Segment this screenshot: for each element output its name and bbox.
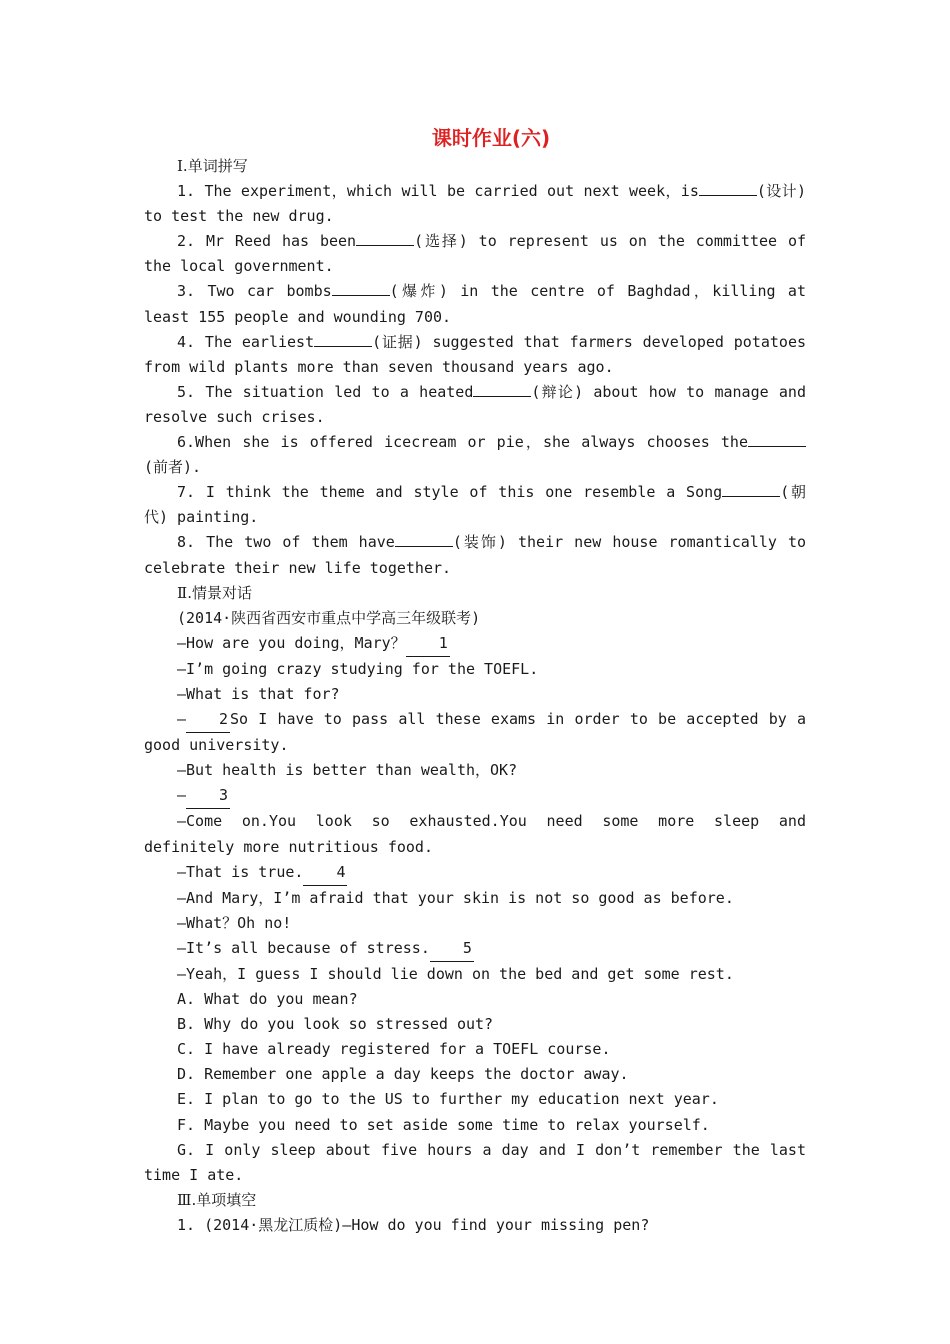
question-item: 1. (2014·黑龙江质检)—How do you find your missing pen? [177,1215,650,1234]
spelling-item-hint: (爆炸) in the centre of Baghdad，killing at least 155 people and wounding 700. [144,282,806,326]
answer-blank[interactable] [395,531,453,547]
dialogue-blank-number[interactable]: 5 [430,936,474,962]
spelling-item-text: 3. Two car bombs [177,282,332,301]
answer-blank[interactable] [314,331,372,347]
dialogue-text: —I’m going crazy studying for the TOEFL. [177,659,539,678]
dialogue-line [144,962,806,987]
dialogue-option: A. What do you mean? [177,990,358,1009]
dialogue-option: F. Maybe you need to set aside some time to relax yourself. [177,1115,710,1134]
spelling-item-hint: (证据) suggested that farmers developed potatoes from wild plants more than seven thousand years ago. [144,332,807,376]
answer-blank[interactable] [473,381,531,397]
dialogue-option: C. I have already registered for a TOEFL course. [177,1040,611,1059]
dialogue-blank-number[interactable]: 2 [186,707,230,733]
dialogue-option: B. Why do you look so stressed out? [177,1015,494,1034]
spelling-item-text: 5. The situation led to a heated [177,382,474,401]
spelling-item [144,480,806,530]
spelling-item-hint: (辩论) about how to manage and resolve such crises. [144,382,806,426]
dialogue-text: — [177,710,187,729]
dialogue-text: —But health is better than wealth，OK? [177,761,518,780]
dialogue-option: E. I plan to go to the US to further my education next year. [177,1090,719,1109]
spelling-item [144,229,806,279]
dialogue-text: —Come on.You look so exhausted.You need some more sleep and definitely more nutritious food. [144,812,806,856]
answer-blank[interactable] [748,431,806,447]
dialogue-text-continued: So I have to pass all these exams in order to be accepted by a good university. [144,710,806,755]
dialogue-line [144,886,806,911]
options-list [144,987,806,1188]
dialogue-list [144,631,806,987]
page-title: 课时作业(六) [431,126,551,150]
spelling-item [144,530,806,580]
spelling-item [144,380,806,430]
dialogue-line [144,682,806,707]
section-heading-multiple-choice: Ⅲ.单项填空 [177,1190,257,1209]
spelling-list [144,179,806,581]
spelling-item-hint: (前者). [144,458,202,477]
dialogue-blank-number[interactable]: 1 [406,631,450,657]
dialogue-source: (2014·陕西省西安市重点中学高三年级联考) [177,608,481,627]
answer-blank[interactable] [356,230,414,246]
spelling-item [144,330,806,380]
worksheet-content [144,154,806,1238]
spelling-item-text: 7. I think the theme and style of this one resemble a Song [177,483,723,502]
dialogue-text: — [177,786,187,805]
dialogue-line [144,809,806,859]
spelling-item [144,279,806,329]
dialogue-line [144,707,806,758]
dialogue-text: —And Mary，I’m afraid that your skin is not so good as before. [177,888,734,907]
dialogue-text: —That is true. [177,862,304,881]
dialogue-text: —How are you doing，Mary？ [177,633,406,652]
spelling-item-hint: (选择) to represent us on the committee of the local government. [144,232,807,276]
dialogue-text: —What is that for? [177,684,340,703]
spelling-item-hint: (设计) to test the new drug. [144,182,806,226]
spelling-item [144,430,806,480]
answer-blank[interactable] [722,481,780,497]
answer-blank[interactable] [699,180,757,196]
spelling-item-text: 6.When she is offered icecream or pie，she always chooses the [177,433,748,452]
dialogue-blank-number[interactable]: 4 [303,860,347,886]
dialogue-text: —What？Oh no! [177,913,292,932]
section-heading-spelling: Ⅰ.单词拼写 [177,157,248,175]
spelling-item [144,179,806,229]
dialogue-line [144,936,806,962]
spelling-item-text: 8. The two of them have [177,533,395,552]
dialogue-text: —It’s all because of stress. [177,938,430,957]
spelling-item-text: 2. Mr Reed has been [177,232,357,251]
dialogue-line [144,758,806,783]
dialogue-line [144,911,806,936]
spelling-item-hint: (装饰) their new house romantically to celebrate their new life together. [144,533,807,577]
dialogue-option: D. Remember one apple a day keeps the doctor away. [177,1065,629,1084]
dialogue-line [144,657,806,682]
dialogue-text: —Yeah，I guess I should lie down on the bed and get some rest. [177,965,734,983]
dialogue-blank-number[interactable]: 3 [186,783,230,809]
dialogue-line [144,783,806,809]
answer-blank[interactable] [332,280,390,296]
dialogue-line [144,860,806,886]
spelling-item-text: 4. The earliest [177,332,315,351]
section-heading-dialogue: Ⅱ.情景对话 [177,583,252,602]
dialogue-option: G. I only sleep about five hours a day and I don’t remember the last time I ate. [144,1140,806,1184]
spelling-item-hint: (朝代) painting. [144,483,807,527]
dialogue-line [144,631,806,657]
spelling-item-text: 1. The experiment，which will be carried out next week，is [177,182,699,201]
